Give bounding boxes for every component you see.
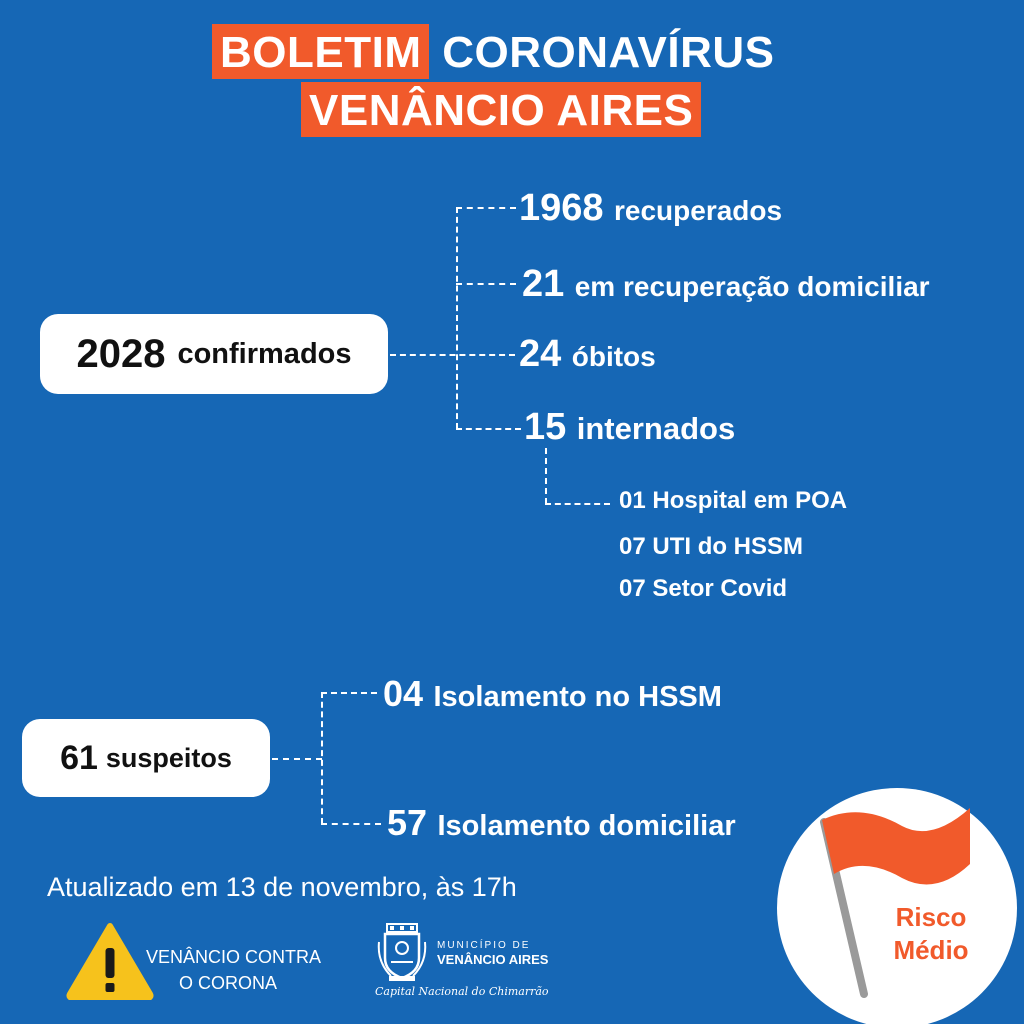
branch-isolation-hssm [321, 692, 377, 694]
warning-icon [66, 922, 154, 1000]
suspected-label: suspeitos [105, 742, 232, 773]
confirmed-value: 2028 [76, 331, 166, 376]
stat-isolation-home-value: 57 [387, 802, 428, 843]
stat-isolation-home-label: Isolamento domiciliar [437, 810, 736, 842]
risk-line-1: Risco [895, 902, 967, 932]
updated-timestamp: Atualizado em 13 de novembro, às 17h [47, 872, 517, 902]
branch-home-recovery [456, 283, 516, 285]
title-line-1 [212, 28, 775, 77]
municipality-line-1: MUNICÍPIO DE [437, 940, 531, 951]
title-highlight-city: VENÂNCIO AIRES [301, 82, 701, 137]
title-coronavirus: CORONAVÍRUS [442, 28, 775, 77]
stat-home-recovery [522, 263, 930, 306]
municipality-tagline: Capital Nacional do Chimarrão [375, 985, 549, 998]
municipality-line-2: VENÂNCIO AIRES [437, 952, 549, 967]
stat-home-recovery-label: em recuperação domiciliar [574, 271, 930, 302]
hospitalized-item-covid-ward: 07 Setor Covid [619, 575, 788, 602]
confirmed-connector [390, 354, 515, 356]
branch-hospital-poa [545, 503, 610, 505]
hospitalized-item-icu: 07 UTI do HSSM [619, 533, 804, 560]
confirmed-tree-trunk [456, 207, 458, 429]
stat-home-recovery-value: 21 [522, 263, 565, 305]
stat-recovered-label: recuperados [614, 195, 783, 226]
stat-isolation-hssm-value: 04 [383, 673, 424, 714]
risk-line-2: Médio [893, 934, 969, 965]
confirmed-pill [40, 314, 388, 394]
flag-icon [812, 800, 982, 1000]
suspected-value: 61 [60, 738, 98, 777]
stat-hospitalized [524, 406, 735, 449]
suspected-pill [22, 719, 270, 797]
stat-deaths-label: óbitos [571, 341, 656, 372]
title-line-2 [301, 86, 701, 135]
coat-of-arms-icon [375, 922, 429, 984]
stat-hospitalized-label: internados [576, 411, 736, 446]
campaign-text [146, 944, 321, 996]
hospitalized-tree-trunk [545, 448, 547, 504]
hospitalized-item-poa: 01 Hospital em POA [619, 487, 848, 514]
branch-hospitalized [456, 428, 521, 430]
suspected-connector [272, 758, 322, 760]
stat-isolation-hssm [383, 673, 722, 715]
stat-deaths [519, 333, 656, 376]
branch-isolation-home [321, 823, 381, 825]
branch-recovered [456, 207, 516, 209]
stat-isolation-home [387, 802, 736, 844]
suspected-tree-trunk [321, 692, 323, 824]
risk-label [872, 901, 990, 966]
stat-hospitalized-value: 15 [524, 406, 567, 448]
stat-deaths-value: 24 [519, 333, 562, 375]
stat-isolation-hssm-label: Isolamento no HSSM [433, 681, 722, 713]
campaign-line-2: O CORONA [179, 973, 278, 993]
campaign-line-1: VENÂNCIO CONTRA [146, 947, 322, 967]
title-highlight-boletim: BOLETIM [212, 24, 429, 79]
confirmed-label: confirmados [177, 337, 352, 370]
stat-recovered [519, 187, 782, 230]
stat-recovered-value: 1968 [519, 187, 604, 229]
